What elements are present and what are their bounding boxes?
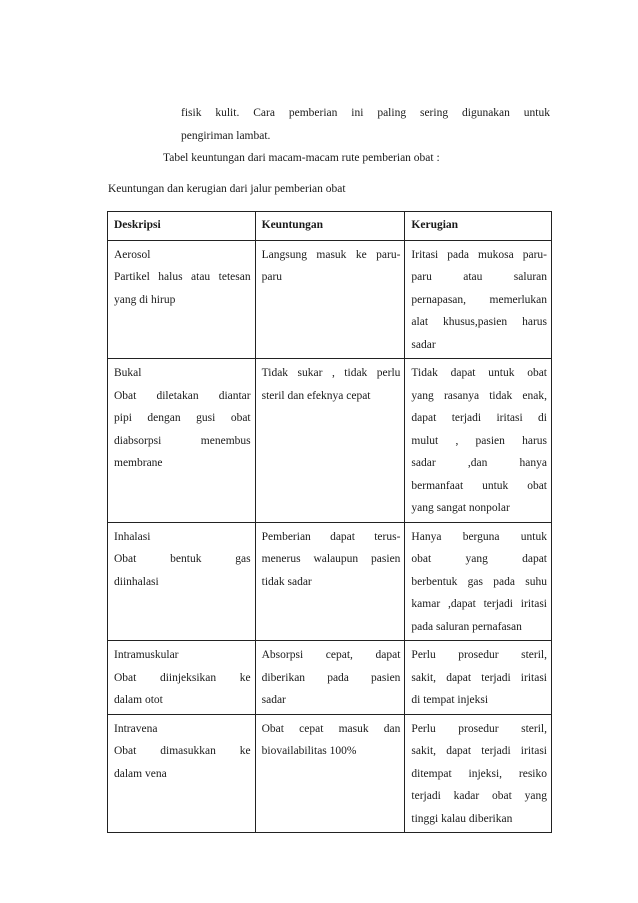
cell-kerugian bbox=[405, 522, 552, 641]
cell-kerugian bbox=[405, 240, 552, 359]
header-keuntungan: Keuntungan bbox=[255, 212, 405, 241]
cell-deskripsi bbox=[108, 522, 256, 641]
dis-line: berbentuk gas pada suhu bbox=[411, 575, 547, 588]
desc-line: Obat diinjeksikan ke bbox=[114, 671, 251, 684]
table-row bbox=[108, 522, 552, 641]
desc-line: dalam otot bbox=[114, 694, 163, 706]
adv-line: Langsung masuk ke paru- bbox=[261, 248, 401, 261]
header-kerugian: Kerugian bbox=[405, 212, 552, 241]
route-name: Inhalasi bbox=[114, 530, 151, 543]
adv-line: paru bbox=[261, 271, 283, 283]
dis-line: terjadi kadar obat yang bbox=[411, 790, 547, 802]
cell-keuntungan bbox=[255, 240, 405, 359]
desc-line: membrane bbox=[114, 457, 163, 469]
cell-kerugian bbox=[405, 359, 552, 523]
dis-line: sakit, dapat terjadi iritasi bbox=[411, 745, 547, 757]
adv-line: Tidak sukar , tidak perlu bbox=[261, 367, 401, 379]
dis-line: pada saluran pernafasan bbox=[411, 620, 522, 633]
dis-line: Hanya berguna untuk bbox=[411, 530, 547, 543]
route-name: Aerosol bbox=[114, 248, 151, 261]
table-row bbox=[108, 641, 552, 715]
dis-line: yang rasanya tidak enak, bbox=[411, 389, 547, 402]
dis-line: Iritasi pada mukosa paru- bbox=[411, 248, 547, 261]
desc-line: dalam vena bbox=[114, 767, 167, 780]
desc-line: diinhalasi bbox=[114, 575, 159, 588]
desc-line: Partikel halus atau tetesan bbox=[114, 271, 251, 283]
intro-line-2: pengiriman lambat. bbox=[181, 130, 271, 142]
dis-line: yang sangat nonpolar bbox=[411, 502, 510, 514]
table-header-row bbox=[108, 212, 552, 241]
cell-kerugian bbox=[405, 641, 552, 715]
table-row bbox=[108, 240, 552, 359]
cell-keuntungan bbox=[255, 522, 405, 641]
dis-line: pernapasan, memerlukan bbox=[411, 293, 547, 306]
adv-line: sadar bbox=[261, 694, 286, 706]
dis-line: ditempat injeksi, resiko bbox=[411, 767, 547, 780]
dis-line: Tidak dapat untuk obat bbox=[411, 367, 547, 379]
adv-line: Pemberian dapat terus- bbox=[261, 530, 401, 543]
dis-line: tinggi kalau diberikan bbox=[411, 812, 513, 825]
adv-line: Absorpsi cepat, dapat bbox=[261, 649, 401, 661]
table-intro-text: Tabel keuntungan dari macam-macam rute pemberian obat : bbox=[163, 152, 440, 164]
dis-line: paru atau saluran bbox=[411, 271, 547, 283]
dis-line: obat yang dapat bbox=[411, 553, 547, 565]
adv-line: Obat cepat masuk dan bbox=[261, 722, 401, 735]
intro-paragraph bbox=[181, 102, 550, 148]
desc-line: diabsorpsi menembus bbox=[114, 434, 251, 447]
cell-deskripsi bbox=[108, 240, 256, 359]
dis-line: di tempat injeksi bbox=[411, 694, 489, 706]
cell-keuntungan bbox=[255, 359, 405, 523]
adv-line: steril dan efeknya cepat bbox=[261, 389, 371, 402]
cell-kerugian bbox=[405, 714, 552, 833]
desc-line: Obat diletakan diantar bbox=[114, 389, 251, 402]
dis-line: kamar ,dapat terjadi iritasi bbox=[411, 598, 547, 610]
route-name: Intravena bbox=[114, 722, 158, 735]
dis-line: dapat terjadi iritasi di bbox=[411, 412, 547, 424]
adv-line: menerus walaupun pasien bbox=[261, 553, 401, 565]
adv-line: biovailabilitas 100% bbox=[261, 745, 357, 757]
desc-line: Obat bentuk gas bbox=[114, 553, 251, 565]
dis-line: alat khusus,pasien harus bbox=[411, 316, 547, 328]
adv-line: tidak sadar bbox=[261, 575, 312, 588]
adv-line: diberikan pada pasien bbox=[261, 671, 401, 684]
dis-line: sadar bbox=[411, 338, 436, 351]
dis-line: mulut , pasien harus bbox=[411, 434, 547, 447]
dis-line: sakit, dapat terjadi iritasi bbox=[411, 671, 547, 684]
desc-line: yang di hirup bbox=[114, 293, 176, 306]
dis-line: Perlu prosedur steril, bbox=[411, 649, 547, 661]
dis-line: bermanfaat untuk obat bbox=[411, 479, 547, 492]
cell-keuntungan bbox=[255, 714, 405, 833]
table-caption: Keuntungan dan kerugian dari jalur pemberian obat bbox=[108, 183, 346, 195]
dis-line: sadar ,dan hanya bbox=[411, 457, 547, 469]
intro-line-1: fisik kulit. Cara pemberian ini paling sering digunakan untuk bbox=[181, 107, 550, 119]
table-row bbox=[108, 714, 552, 833]
dis-line: Perlu prosedur steril, bbox=[411, 722, 547, 735]
desc-line: pipi dengan gusi obat bbox=[114, 412, 251, 424]
table-row bbox=[108, 359, 552, 523]
cell-deskripsi bbox=[108, 714, 256, 833]
route-name: Bukal bbox=[114, 367, 142, 379]
cell-deskripsi bbox=[108, 641, 256, 715]
header-deskripsi: Deskripsi bbox=[108, 212, 256, 241]
routes-table bbox=[107, 211, 552, 833]
cell-keuntungan bbox=[255, 641, 405, 715]
cell-deskripsi bbox=[108, 359, 256, 523]
desc-line: Obat dimasukkan ke bbox=[114, 745, 251, 757]
route-name: Intramuskular bbox=[114, 649, 179, 661]
